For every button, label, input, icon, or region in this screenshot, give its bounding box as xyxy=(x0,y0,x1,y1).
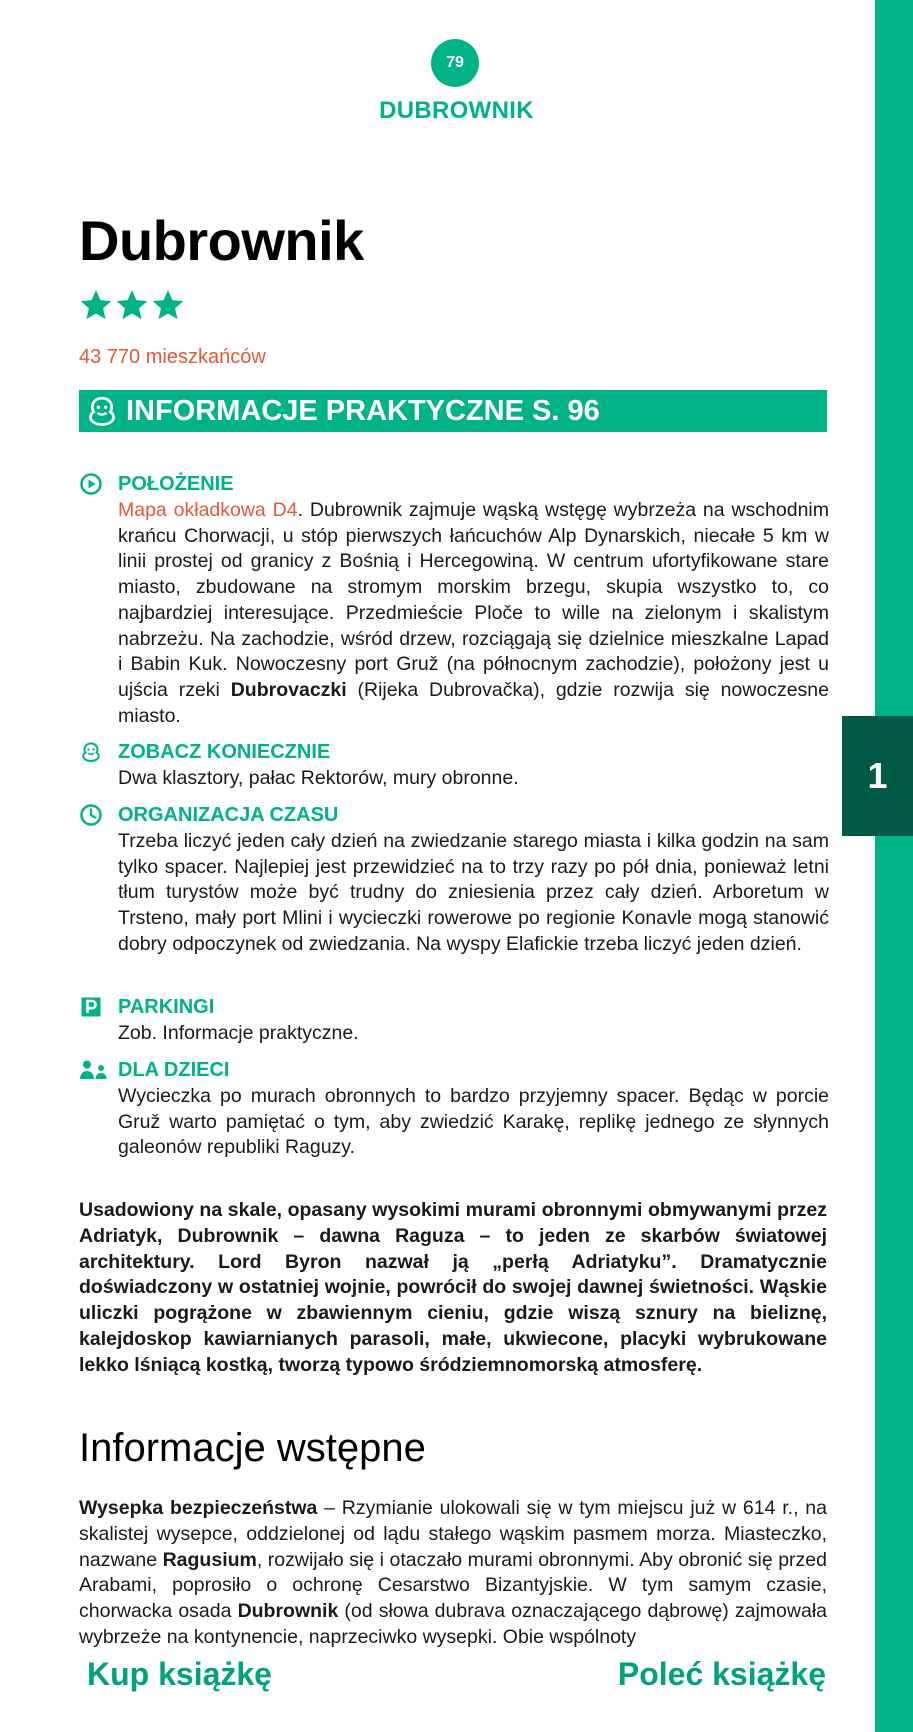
star-icon xyxy=(115,288,149,322)
practical-info-label: INFORMACJE PRAKTYCZNE S. 96 xyxy=(126,394,600,427)
section-title: POŁOŻENIE xyxy=(118,472,234,495)
section-parking xyxy=(79,993,829,1047)
section-body: Wycieczka po murach obronnych to bardzo przyjemny spacer. Będąc w porcie Gruž warto pamiętać o tym, aby zwiedzić Karakę, replikę jednego ze słynnych galeonów republiki Raguzy. xyxy=(118,1085,829,1159)
clock-icon xyxy=(79,803,103,827)
bibendum-icon xyxy=(79,740,103,764)
chapter-tab: 1 xyxy=(842,716,913,836)
side-color-bar xyxy=(875,0,913,1732)
section-body: Dwa klasztory, pałac Rektorów, mury obronne. xyxy=(118,767,519,789)
running-head: DUBROWNIK xyxy=(379,97,534,124)
page-title: Dubrownik xyxy=(79,209,364,272)
map-reference[interactable]: Mapa okładkowa D4 xyxy=(118,499,298,521)
star-rating xyxy=(79,288,185,322)
section-must-see xyxy=(79,738,829,792)
section-location xyxy=(79,470,829,729)
buy-book-link[interactable]: Kup książkę xyxy=(87,1656,272,1692)
star-icon xyxy=(151,288,185,322)
intro-paragraph: Wysepka bezpieczeństwa – Rzymianie ulokowali się w tym miejscu już w 614 r., na skalistej wysepce, oddzielonej od lądu stałego wąskim pasmem morza. Miasteczko, nazwane Ragusium, rozwijało się i otaczało murami obronnymi. Aby obronić się przed Arabami, poprosiło o ochronę Cesarstwo Bizantyjskie. W tym samym czasie, chorwacka osada Dubrownik (od słowa dubrava oznaczającego dąbrowę) zajmowała wybrzeże na kontynencie, naprzeciwko wysepki. Obie wspólnoty xyxy=(79,1497,827,1648)
section-time-planning xyxy=(79,801,829,958)
star-icon xyxy=(79,288,113,322)
section-title: DLA DZIECI xyxy=(118,1058,230,1081)
section-body: Trzeba liczyć jeden cały dzień na zwiedzanie starego miasta i kilka godzin na sam tylko spacer. Najlepiej jest przewidzieć na to trzy razy po pół dnia, ponieważ letni tłum turystów może być trudny do zniesienia przez cały dzień. Arboretum w Trsteno, mały port Mlini i wycieczki rowerowe po regionie Konavle mogą stanowić dobry odpoczynek od zwiedzania. Na wyspy Elafickie trzeba liczyć jeden dzień. xyxy=(118,830,829,955)
practical-info-banner[interactable] xyxy=(79,390,827,432)
recommend-book-link[interactable]: Poleć książkę xyxy=(617,1656,826,1692)
lead-paragraph: Usadowiony na skale, opasany wysokimi murami obronnymi obmywanymi przez Adriatyk, Dubrownik – dawna Raguza – to jeden ze skarbów światowej architektury. Lord Byron nazwał ją „perłą Adriatyku”. Dramatycznie doświadczony w ostatniej wojnie, powrócił do swojej dawnej świetności. Wąskie uliczki pogrążone w zbawiennym cieniu, gdzie wiszą sznury na bieliznę, kalejdoskop kawiarnianych parasoli, małe, ukwiecone, placyki wybrukowane lekko lśniącą kostką, tworzą typowo śródziemnomorską atmosferę. xyxy=(79,1199,827,1376)
family-icon xyxy=(79,1058,109,1082)
section-heading: Informacje wstępne xyxy=(79,1426,426,1470)
parking-icon xyxy=(79,995,103,1019)
play-circle-icon xyxy=(79,472,103,496)
section-title: PARKINGI xyxy=(118,995,215,1018)
section-body: Zob. Informacje praktyczne. xyxy=(118,1022,359,1044)
section-for-kids xyxy=(79,1056,829,1161)
section-title: ORGANIZACJA CZASU xyxy=(118,803,339,826)
bibendum-icon xyxy=(84,393,120,429)
section-body: Mapa okładkowa D4. Dubrownik zajmuje wąską wstęgę wybrzeża na wschodnim krańcu Chorwacji, u stóp pierwszych łańcuchów Alp Dynarskich, niecałe 5 km w linii prostej od granicy z Bośnią i Hercegowiną. W centrum ufortyfikowane stare miasto, zbudowane na stromym morskim brzegu, skupia wszystko to, co najbardziej interesujące. Przedmieście Ploče to wille na zielonym i skalistym nabrzeżu. Na zachodzie, wśród drzew, rozciągają się dzielnice mieszkalne Lapad i Babin Kuk. Nowoczesny port Gruž (na północnym zachodzie), położony jest u ujścia rzeki Dubrovaczki (Rijeka Dubrovačka), gdzie rozwija się nowoczesne miasto. xyxy=(118,499,829,727)
population: 43 770 mieszkańców xyxy=(79,346,266,368)
page-number: 79 xyxy=(431,39,479,87)
section-title: ZOBACZ KONIECZNIE xyxy=(118,740,331,763)
